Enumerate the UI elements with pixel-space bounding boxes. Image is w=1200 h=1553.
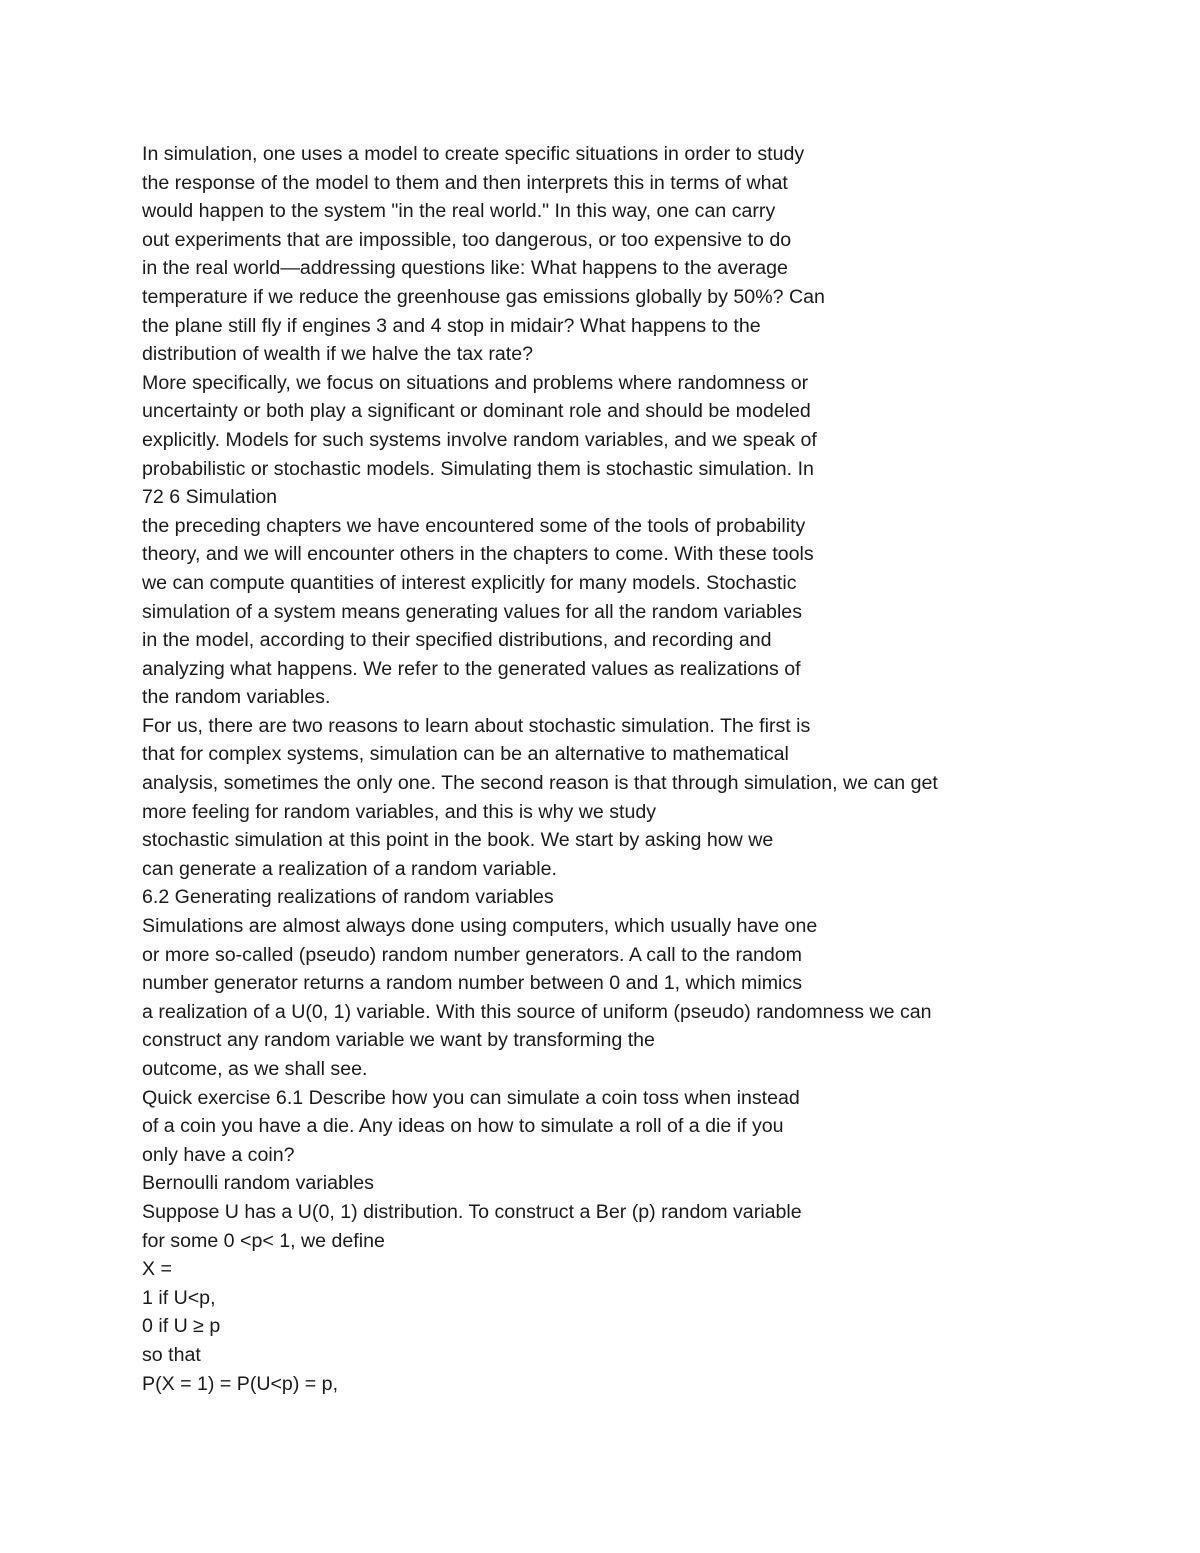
text-line: only have a coin? xyxy=(142,1143,295,1166)
text-line: Bernoulli random variables xyxy=(142,1172,374,1195)
text-line: can generate a realization of a random variable. xyxy=(142,857,557,880)
text-line: stochastic simulation at this point in the book. We start by asking how we xyxy=(142,829,774,852)
document-body xyxy=(142,140,1142,1398)
text-line: or more so-called (pseudo) random number generators. A call to the random xyxy=(142,943,802,966)
text-line: uncertainty or both play a significant or dominant role and should be modeled xyxy=(142,400,811,423)
text-line: Suppose U has a U(0, 1) distribution. To construct a Ber (p) random variable xyxy=(142,1200,802,1223)
text-line: Quick exercise 6.1 Describe how you can simulate a coin toss when instead xyxy=(142,1086,800,1109)
text-line: out experiments that are impossible, too dangerous, or too expensive to do xyxy=(142,228,792,251)
text-line: temperature if we reduce the greenhouse gas emissions globally by 50%? Can xyxy=(142,285,825,308)
text-line: Simulations are almost always done using computers, which usually have one xyxy=(142,915,818,938)
text-line: the preceding chapters we have encountered some of the tools of probability xyxy=(142,514,806,537)
text-line: For us, there are two reasons to learn about stochastic simulation. The first is xyxy=(142,714,811,737)
text-line: 72 6 Simulation xyxy=(142,486,278,509)
text-line: that for complex systems, simulation can be an alternative to mathematical xyxy=(142,743,789,766)
text-line: number generator returns a random number between 0 and 1, which mimics xyxy=(142,972,802,995)
text-line: more feeling for random variables, and this is why we study xyxy=(142,800,657,823)
text-line: More specifically, we focus on situations and problems where randomness or xyxy=(142,371,809,394)
text-line: 6.2 Generating realizations of random variables xyxy=(142,886,554,909)
text-line: probabilistic or stochastic models. Simulating them is stochastic simulation. In xyxy=(142,457,814,480)
text-line: 1 if U<p, xyxy=(142,1286,216,1309)
text-line: in the model, according to their specified distributions, and recording and xyxy=(142,629,772,652)
text-line: a realization of a U(0, 1) variable. With this source of uniform (pseudo) randomness we can xyxy=(142,1000,932,1023)
text-line: analysis, sometimes the only one. The second reason is that through simulation, we can get xyxy=(142,772,938,795)
text-line: theory, and we will encounter others in the chapters to come. With these tools xyxy=(142,543,814,566)
text-line: we can compute quantities of interest explicitly for many models. Stochastic xyxy=(142,571,797,594)
text-line: analyzing what happens. We refer to the generated values as realizations of xyxy=(142,657,801,680)
text-line: 0 if U ≥ p xyxy=(142,1315,221,1338)
text-line: the random variables. xyxy=(142,686,331,709)
text-line: distribution of wealth if we halve the tax rate? xyxy=(142,343,534,366)
text-line: outcome, as we shall see. xyxy=(142,1058,368,1080)
text-line: construct any random variable we want by transforming the xyxy=(142,1029,655,1052)
text-line: the plane still fly if engines 3 and 4 stop in midair? What happens to the xyxy=(142,314,761,337)
text-line: simulation of a system means generating values for all the random variables xyxy=(142,600,802,623)
text-line: P(X = 1) = P(U<p) = p, xyxy=(142,1372,339,1395)
text-line: explicitly. Models for such systems involve random variables, and we speak of xyxy=(142,428,817,451)
text-line: so that xyxy=(142,1343,201,1366)
text-line: X = xyxy=(142,1258,172,1281)
text-line: In simulation, one uses a model to create specific situations in order to study xyxy=(142,143,805,165)
text-line: of a coin you have a die. Any ideas on how to simulate a roll of a die if you xyxy=(142,1115,784,1138)
text-line: the response of the model to them and then interprets this in terms of what xyxy=(142,171,788,194)
text-line: would happen to the system "in the real world." In this way, one can carry xyxy=(142,200,776,223)
text-line: for some 0 <p< 1, we define xyxy=(142,1229,385,1252)
text-line: in the real world—addressing questions like: What happens to the average xyxy=(142,257,788,280)
